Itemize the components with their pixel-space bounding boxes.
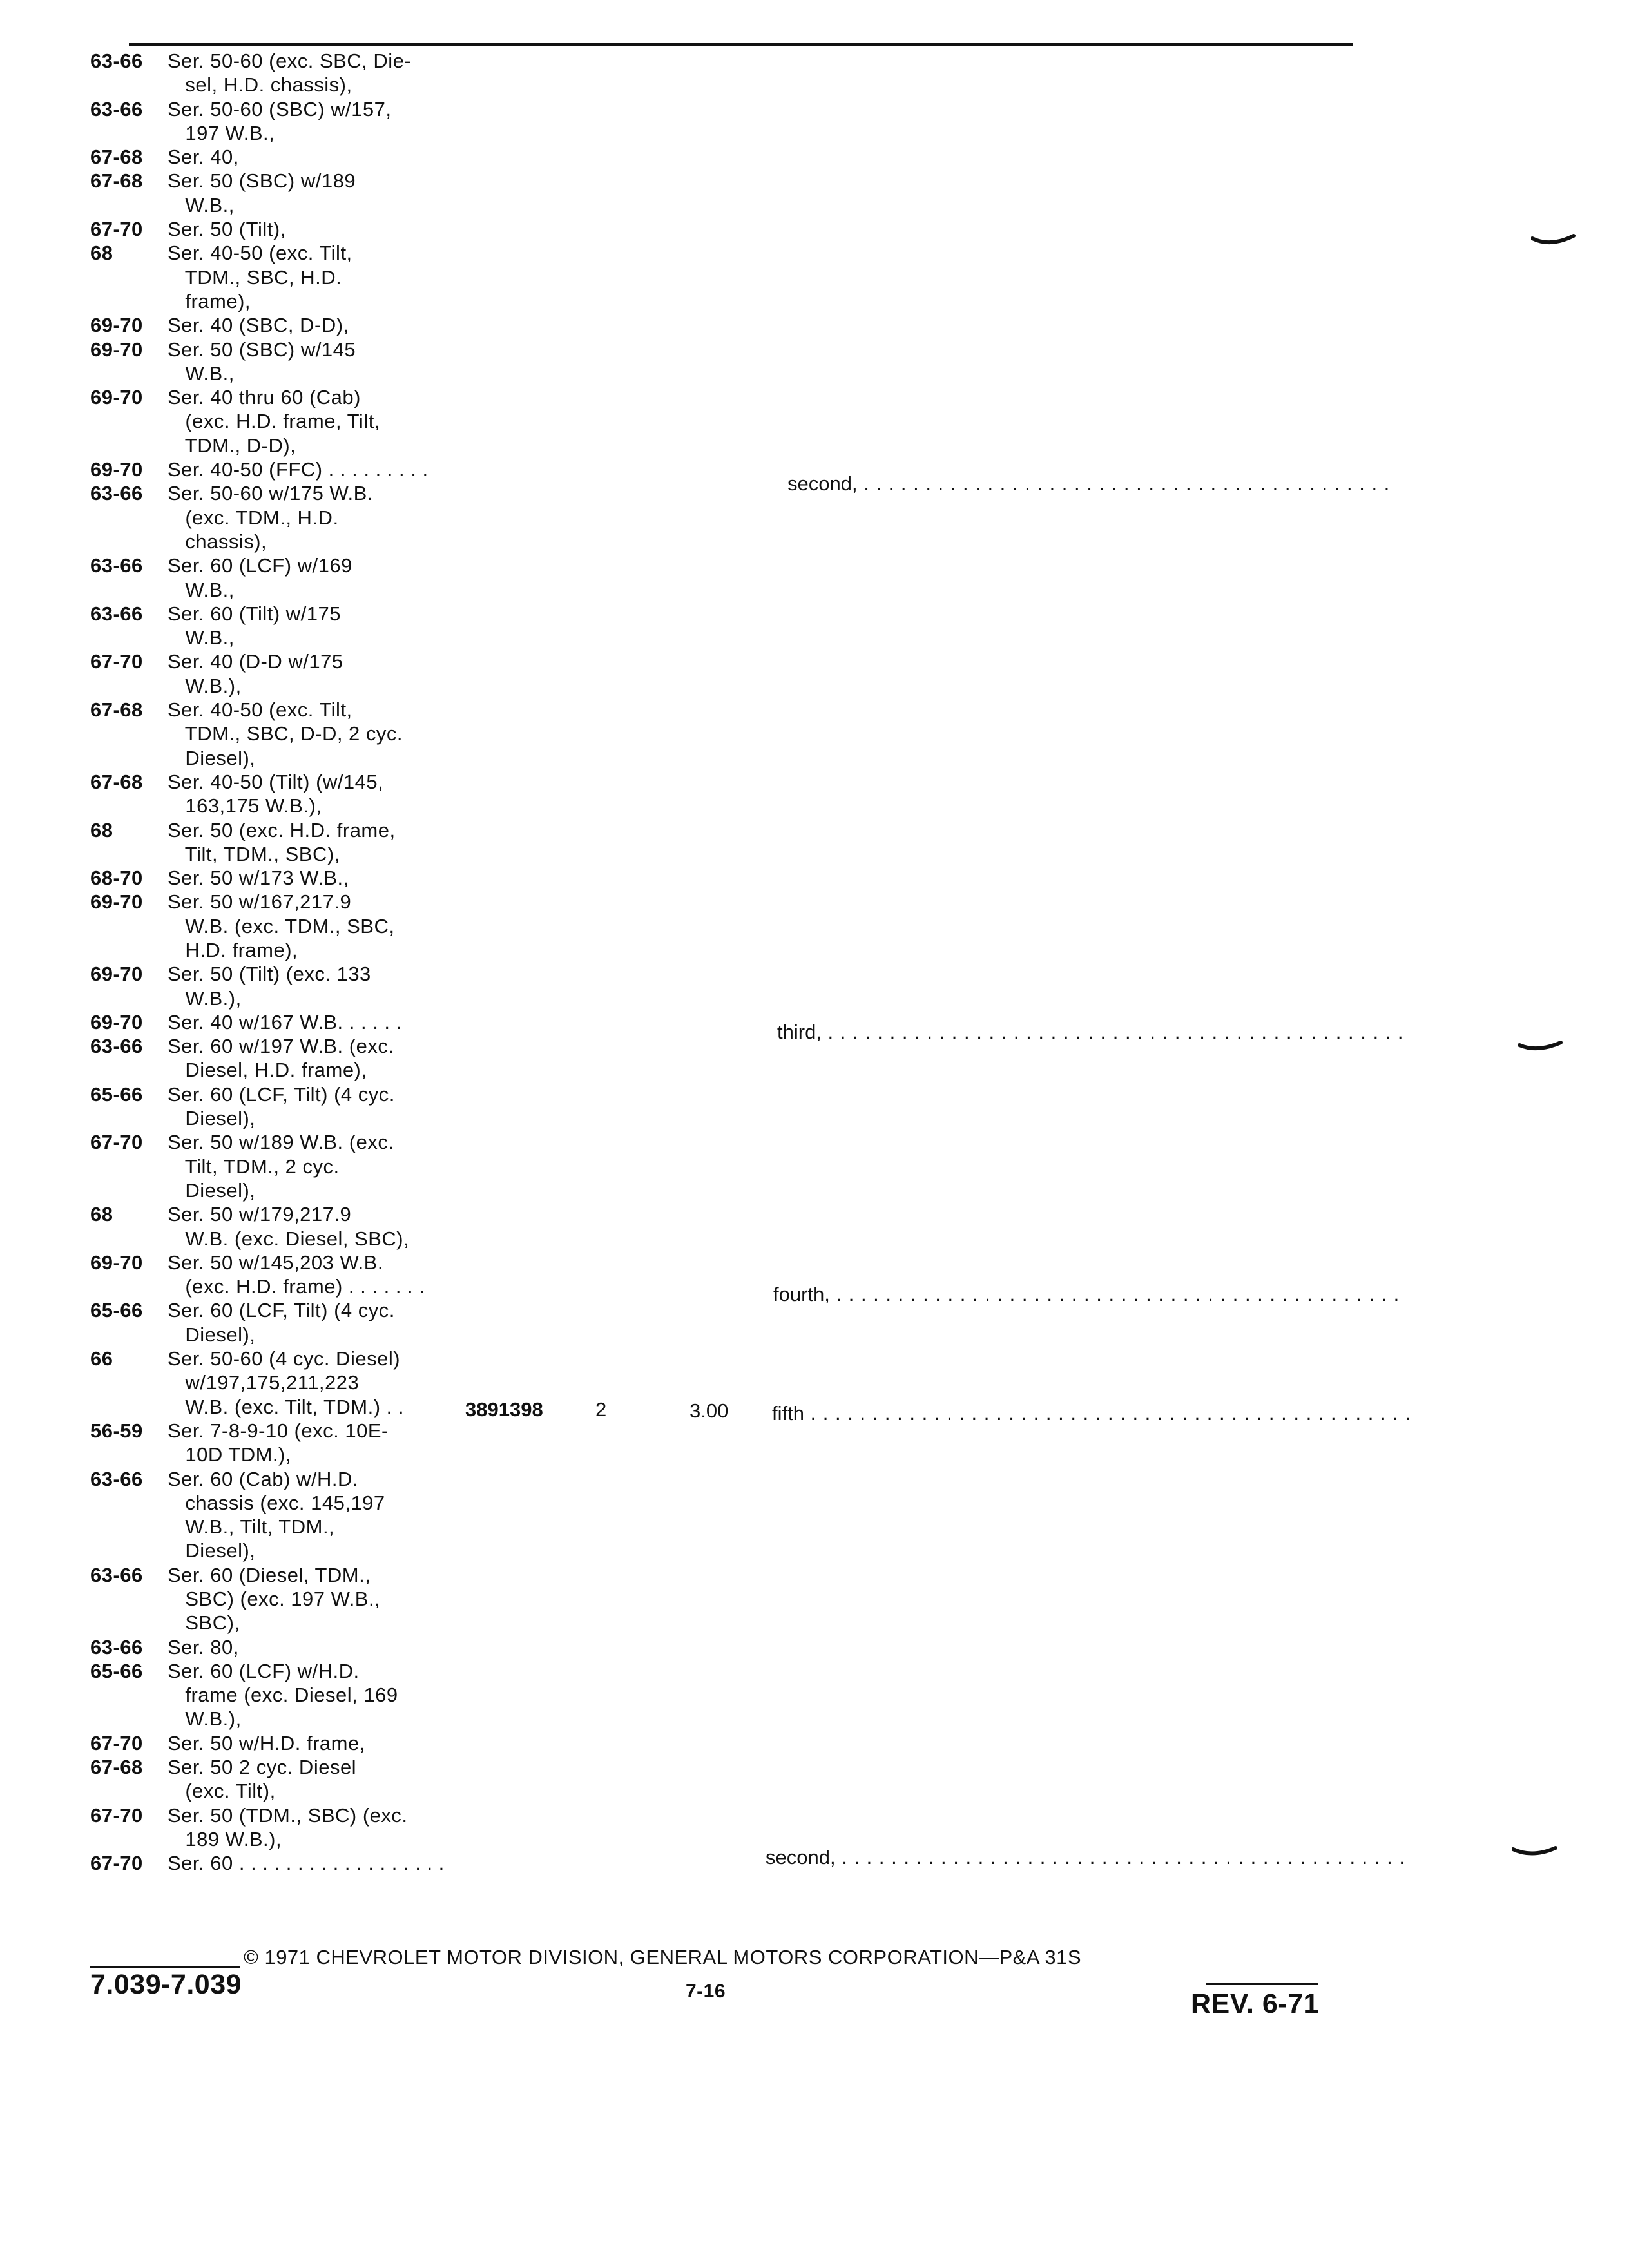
- model-year: 67-70: [90, 650, 143, 673]
- list-item: [90, 73, 503, 97]
- model-year: 69-70: [90, 963, 143, 986]
- list-item: [90, 1827, 503, 1851]
- model-year: [90, 1370, 168, 1394]
- list-item: [90, 121, 503, 145]
- list-item: [90, 1347, 503, 1370]
- list-item: [90, 1851, 503, 1875]
- list-item: [90, 97, 503, 121]
- dot-leader: . . . . . . . . . . . . . . . . . . . . . . . . . . . . . . . . . . . . . . . . . . . . . .: [829, 1283, 1400, 1305]
- model-year: [90, 1155, 168, 1178]
- model-year: [90, 746, 168, 770]
- model-year: [90, 938, 168, 962]
- application-description: Ser. 50 (exc. H.D. frame,: [168, 818, 396, 841]
- list-item: [90, 1443, 503, 1466]
- model-year: [90, 1323, 168, 1347]
- application-description: frame),: [168, 289, 251, 312]
- application-description: Ser. 40-50 (exc. Tilt,: [168, 698, 352, 722]
- application-description: Ser. 50 (SBC) w/189: [168, 169, 356, 193]
- list-item: [90, 1298, 503, 1322]
- list-item: [90, 794, 503, 818]
- model-year: 67-70: [90, 218, 143, 241]
- model-year: 65-66: [90, 1082, 143, 1106]
- list-item: [90, 1539, 503, 1562]
- list-item: [90, 986, 503, 1010]
- application-description: Diesel),: [168, 1107, 256, 1130]
- application-description: Ser. 80,: [168, 1635, 239, 1658]
- application-description: Ser. 50-60 (4 cyc. Diesel): [168, 1347, 401, 1370]
- list-item: [90, 1178, 503, 1202]
- model-year: [90, 193, 168, 217]
- application-description: chassis),: [168, 530, 267, 553]
- model-year: [90, 842, 168, 866]
- application-description: w/197,175,211,223: [168, 1371, 360, 1394]
- application-description: W.B. (exc. Diesel, SBC),: [168, 1227, 410, 1250]
- application-description: Ser. 7-8-9-10 (exc. 10E-: [168, 1419, 389, 1442]
- application-description: SBC),: [168, 1611, 240, 1635]
- column-tick-mark-icon: [1512, 1844, 1558, 1860]
- list-item: [90, 1707, 503, 1731]
- application-description: Ser. 60 (Diesel, TDM.,: [168, 1563, 371, 1586]
- application-description: W.B.),: [168, 674, 242, 697]
- model-year: 69-70: [90, 314, 143, 337]
- model-year: [90, 1779, 168, 1803]
- list-item: [90, 457, 503, 481]
- application-description: (exc. H.D. frame, Tilt,: [168, 410, 380, 433]
- model-year: [90, 1587, 168, 1611]
- model-year: 68: [90, 242, 113, 265]
- application-description: Diesel, H.D. frame),: [168, 1059, 367, 1082]
- model-year: 63-66: [90, 1035, 143, 1058]
- list-item: [90, 169, 503, 193]
- model-year: [90, 794, 168, 818]
- application-description: Ser. 40 (SBC, D-D),: [168, 314, 349, 337]
- model-year: [90, 722, 168, 745]
- model-year: [90, 1539, 168, 1562]
- application-description: Ser. 50 (SBC) w/145: [168, 338, 356, 361]
- list-item: [90, 674, 503, 698]
- list-item: [90, 1467, 503, 1491]
- list-item: [90, 1731, 503, 1755]
- list-item: [90, 1251, 503, 1274]
- model-year: [90, 434, 168, 457]
- list-item: [90, 49, 503, 73]
- model-year: 69-70: [90, 1251, 143, 1274]
- application-description: Ser. 50 (Tilt) (exc. 133: [168, 963, 371, 986]
- model-year: [90, 73, 168, 97]
- list-item: [90, 313, 503, 337]
- part-number: 3891398: [465, 1398, 543, 1421]
- application-description: Ser. 60 (Tilt) w/175: [168, 602, 342, 625]
- application-description: frame (exc. Diesel, 169: [168, 1684, 398, 1707]
- model-year: 63-66: [90, 97, 143, 120]
- list-item: [90, 289, 503, 313]
- column-tick-mark-icon: [1518, 1039, 1563, 1054]
- model-year: [90, 1515, 168, 1539]
- application-description: Ser. 60 (Cab) w/H.D.: [168, 1467, 358, 1490]
- list-item: [90, 1274, 503, 1298]
- application-description: Ser. 40-50 (Tilt) (w/145,: [168, 770, 384, 793]
- model-year: 67-68: [90, 770, 143, 793]
- model-year: [90, 1707, 168, 1731]
- list-item: [90, 241, 503, 265]
- application-description: Ser. 50-60 w/175 W.B.: [168, 482, 373, 505]
- revision-date: REV. 6-71: [1191, 1988, 1319, 2019]
- list-item: [90, 1058, 503, 1082]
- list-item: [90, 1683, 503, 1707]
- model-year: 67-68: [90, 169, 143, 193]
- list-item: [90, 1010, 503, 1034]
- application-description: Ser. 50 w/179,217.9: [168, 1203, 352, 1226]
- footer-rule-right: [1206, 1983, 1318, 1985]
- list-item: [90, 1227, 503, 1251]
- gear-label-fourth: fourth, . . . . . . . . . . . . . . . . . . . . . . . . . . . . . . . . . . . . . . . . . . . . . .: [773, 1283, 1400, 1305]
- model-year: 69-70: [90, 890, 143, 914]
- model-year: 68: [90, 1203, 113, 1226]
- model-year: 68: [90, 818, 113, 841]
- model-year: [90, 578, 168, 602]
- model-year: 68-70: [90, 867, 143, 890]
- model-year: 69-70: [90, 338, 143, 361]
- application-description: Ser. 60 (LCF) w/169: [168, 554, 352, 577]
- list-item: [90, 1155, 503, 1178]
- application-description: W.B.,: [168, 626, 235, 649]
- model-year: 66: [90, 1347, 113, 1370]
- model-year: 67-70: [90, 1731, 143, 1754]
- list-item: [90, 1491, 503, 1515]
- list-item: [90, 338, 503, 361]
- application-list: [90, 49, 503, 1876]
- model-year: 67-70: [90, 1131, 143, 1154]
- list-item: [90, 1803, 503, 1827]
- application-description: (exc. TDM., H.D.: [168, 506, 339, 529]
- model-year: [90, 1106, 168, 1130]
- list-item: [90, 361, 503, 385]
- gear-label-third: third, . . . . . . . . . . . . . . . . . . . . . . . . . . . . . . . . . . . . . . . . . . . . . . .: [777, 1021, 1404, 1043]
- top-rule: [129, 43, 1353, 46]
- application-description: Diesel),: [168, 1539, 256, 1562]
- model-year: [90, 914, 168, 938]
- model-year: [90, 1058, 168, 1082]
- application-description: Ser. 60 (LCF, Tilt) (4 cyc.: [168, 1299, 395, 1322]
- application-description: Diesel),: [168, 1178, 256, 1202]
- column-tick-mark-icon: [1531, 232, 1576, 247]
- list-item: [90, 722, 503, 745]
- model-year: 65-66: [90, 1659, 143, 1682]
- application-description: Diesel),: [168, 1323, 256, 1346]
- application-description: Ser. 40 thru 60 (Cab): [168, 386, 361, 409]
- list-item: [90, 553, 503, 577]
- list-item: [90, 649, 503, 673]
- application-description: H.D. frame),: [168, 938, 298, 961]
- list-item: [90, 866, 503, 890]
- application-description: Ser. 60 (LCF, Tilt) (4 cyc.: [168, 1082, 395, 1106]
- list-item: [90, 746, 503, 770]
- application-description: 197 W.B.,: [168, 121, 275, 144]
- application-description: TDM., D-D),: [168, 434, 296, 457]
- model-year: [90, 986, 168, 1010]
- list-item: [90, 890, 503, 914]
- application-description: Ser. 40-50 (FFC) . . . . . . . . .: [168, 458, 429, 481]
- model-year: 63-66: [90, 1635, 143, 1658]
- list-item: [90, 1082, 503, 1106]
- list-item: [90, 1611, 503, 1635]
- model-year: [90, 506, 168, 530]
- application-description: Diesel),: [168, 746, 256, 769]
- list-item: [90, 1779, 503, 1803]
- list-item: [90, 602, 503, 626]
- list-item: [90, 1635, 503, 1659]
- list-item: [90, 1587, 503, 1611]
- model-year: [90, 674, 168, 698]
- model-year: 67-68: [90, 146, 143, 169]
- application-description: chassis (exc. 145,197: [168, 1491, 385, 1514]
- model-year: 63-66: [90, 50, 143, 72]
- model-year: [90, 1491, 168, 1515]
- footer-rule-left: [90, 1966, 240, 1968]
- dot-leader: . . . . . . . . . . . . . . . . . . . . . . . . . . . . . . . . . . . . . . . . . . . . . . . . .: [804, 1402, 1412, 1425]
- list-item: [90, 1323, 503, 1347]
- application-description: Ser. 50-60 (exc. SBC, Die-: [168, 50, 412, 72]
- model-year: [90, 1611, 168, 1635]
- application-description: W.B. (exc. Tilt, TDM.) . .: [168, 1395, 405, 1418]
- model-year: [90, 1443, 168, 1466]
- list-item: [90, 1659, 503, 1683]
- model-year: [90, 1395, 168, 1419]
- list-item: [90, 409, 503, 433]
- model-year: [90, 1178, 168, 1202]
- application-description: Ser. 50 2 cyc. Diesel: [168, 1756, 357, 1779]
- model-year: 63-66: [90, 554, 143, 577]
- application-description: SBC) (exc. 197 W.B.,: [168, 1588, 381, 1610]
- model-year: 65-66: [90, 1299, 143, 1322]
- application-description: Ser. 50 (TDM., SBC) (exc.: [168, 1803, 408, 1827]
- application-description: Ser. 50 w/H.D. frame,: [168, 1731, 365, 1754]
- list-item: [90, 434, 503, 457]
- model-year: 63-66: [90, 602, 143, 625]
- model-year: 63-66: [90, 1467, 143, 1490]
- list-item: [90, 1106, 503, 1130]
- list-item: [90, 770, 503, 794]
- list-item: [90, 1370, 503, 1394]
- model-year: [90, 1683, 168, 1707]
- application-description: Ser. 50 (Tilt),: [168, 218, 286, 241]
- list-item: [90, 1755, 503, 1779]
- application-description: 189 W.B.),: [168, 1827, 282, 1850]
- list-item: [90, 962, 503, 986]
- list-item: [90, 1202, 503, 1226]
- quantity: 2: [595, 1398, 607, 1421]
- application-description: Tilt, TDM., 2 cyc.: [168, 1155, 340, 1178]
- application-description: 10D TDM.),: [168, 1443, 291, 1466]
- list-item: [90, 914, 503, 938]
- application-description: sel, H.D. chassis),: [168, 73, 352, 97]
- list-item: [90, 1395, 503, 1419]
- application-description: Ser. 60 . . . . . . . . . . . . . . . . . .: [168, 1852, 445, 1875]
- model-year: 67-68: [90, 698, 143, 722]
- application-description: Ser. 50 w/189 W.B. (exc.: [168, 1131, 394, 1154]
- list-item: [90, 530, 503, 553]
- application-description: Tilt, TDM., SBC),: [168, 842, 340, 865]
- application-description: Ser. 40-50 (exc. Tilt,: [168, 242, 352, 265]
- model-year: [90, 409, 168, 433]
- gear-label-fifth: fifth . . . . . . . . . . . . . . . . . . . . . . . . . . . . . . . . . . . . . . . . . . . . . . . . .: [772, 1402, 1412, 1425]
- application-description: Ser. 40 w/167 W.B. . . . . .: [168, 1010, 402, 1033]
- model-year: 67-70: [90, 1852, 143, 1875]
- model-year: 63-66: [90, 1563, 143, 1586]
- model-year: 69-70: [90, 1010, 143, 1033]
- dot-leader: . . . . . . . . . . . . . . . . . . . . . . . . . . . . . . . . . . . . . . . . . . .: [857, 472, 1391, 495]
- application-description: (exc. H.D. frame) . . . . . . .: [168, 1275, 425, 1298]
- model-year: [90, 1827, 168, 1851]
- model-year: [90, 530, 168, 553]
- application-description: W.B.,: [168, 193, 235, 216]
- application-description: 163,175 W.B.),: [168, 794, 322, 818]
- application-description: TDM., SBC, H.D.: [168, 265, 342, 289]
- model-year: 63-66: [90, 482, 143, 505]
- application-description: (exc. Tilt),: [168, 1780, 276, 1803]
- gear-label-second-2: second, . . . . . . . . . . . . . . . . . . . . . . . . . . . . . . . . . . . . . . . . . . . . . .: [766, 1846, 1405, 1869]
- list-item: [90, 1563, 503, 1587]
- application-description: W.B.,: [168, 578, 235, 601]
- list-item: [90, 217, 503, 241]
- list-item: [90, 385, 503, 409]
- application-description: Ser. 60 (LCF) w/H.D.: [168, 1659, 360, 1682]
- list-item: [90, 145, 503, 169]
- list-item: [90, 193, 503, 217]
- application-description: Ser. 40 (D-D w/175: [168, 650, 343, 673]
- list-item: [90, 938, 503, 962]
- application-description: W.B., Tilt, TDM.,: [168, 1515, 335, 1539]
- model-year: [90, 1227, 168, 1251]
- model-year: [90, 626, 168, 649]
- list-item: [90, 578, 503, 602]
- dot-leader: . . . . . . . . . . . . . . . . . . . . . . . . . . . . . . . . . . . . . . . . . . . . . .: [835, 1846, 1405, 1869]
- application-description: Ser. 40,: [168, 146, 239, 169]
- list-item: [90, 1034, 503, 1058]
- model-year: [90, 289, 168, 313]
- application-description: Ser. 50 w/145,203 W.B.: [168, 1251, 383, 1274]
- application-description: Ser. 50 w/167,217.9: [168, 890, 352, 914]
- model-year: [90, 361, 168, 385]
- model-year: 69-70: [90, 386, 143, 409]
- application-description: W.B.,: [168, 361, 235, 385]
- copyright-line: © 1971 CHEVROLET MOTOR DIVISION, GENERAL MOTORS CORPORATION—P&A 31S: [244, 1946, 1082, 1968]
- list-item: [90, 698, 503, 722]
- model-year: [90, 121, 168, 145]
- model-year: 69-70: [90, 458, 143, 481]
- list-item: [90, 626, 503, 649]
- model-year: 67-70: [90, 1803, 143, 1827]
- model-year: 67-68: [90, 1756, 143, 1779]
- dot-leader: . . . . . . . . . . . . . . . . . . . . . . . . . . . . . . . . . . . . . . . . . . . . . . .: [821, 1021, 1404, 1043]
- model-year: [90, 1274, 168, 1298]
- application-description: Ser. 60 w/197 W.B. (exc.: [168, 1035, 394, 1058]
- application-description: Ser. 50-60 (SBC) w/157,: [168, 97, 392, 120]
- application-description: W.B. (exc. TDM., SBC,: [168, 914, 395, 937]
- page-number: 7-16: [686, 1981, 726, 2002]
- list-item: [90, 265, 503, 289]
- application-description: TDM., SBC, D-D, 2 cyc.: [168, 722, 403, 745]
- gear-label-second-1: second, . . . . . . . . . . . . . . . . . . . . . . . . . . . . . . . . . . . . . . . . . . .: [787, 472, 1391, 495]
- list-item: [90, 481, 503, 505]
- list-item: [90, 1515, 503, 1539]
- application-description: W.B.),: [168, 986, 242, 1010]
- price: 3.00: [689, 1399, 729, 1422]
- model-year: [90, 265, 168, 289]
- list-item: [90, 1130, 503, 1154]
- model-year: 56-59: [90, 1419, 143, 1442]
- application-description: Ser. 50 w/173 W.B.,: [168, 867, 349, 890]
- list-item: [90, 506, 503, 530]
- list-item: [90, 842, 503, 866]
- list-item: [90, 1419, 503, 1443]
- section-number: 7.039-7.039: [90, 1969, 242, 2000]
- application-description: W.B.),: [168, 1707, 242, 1731]
- list-item: [90, 818, 503, 842]
